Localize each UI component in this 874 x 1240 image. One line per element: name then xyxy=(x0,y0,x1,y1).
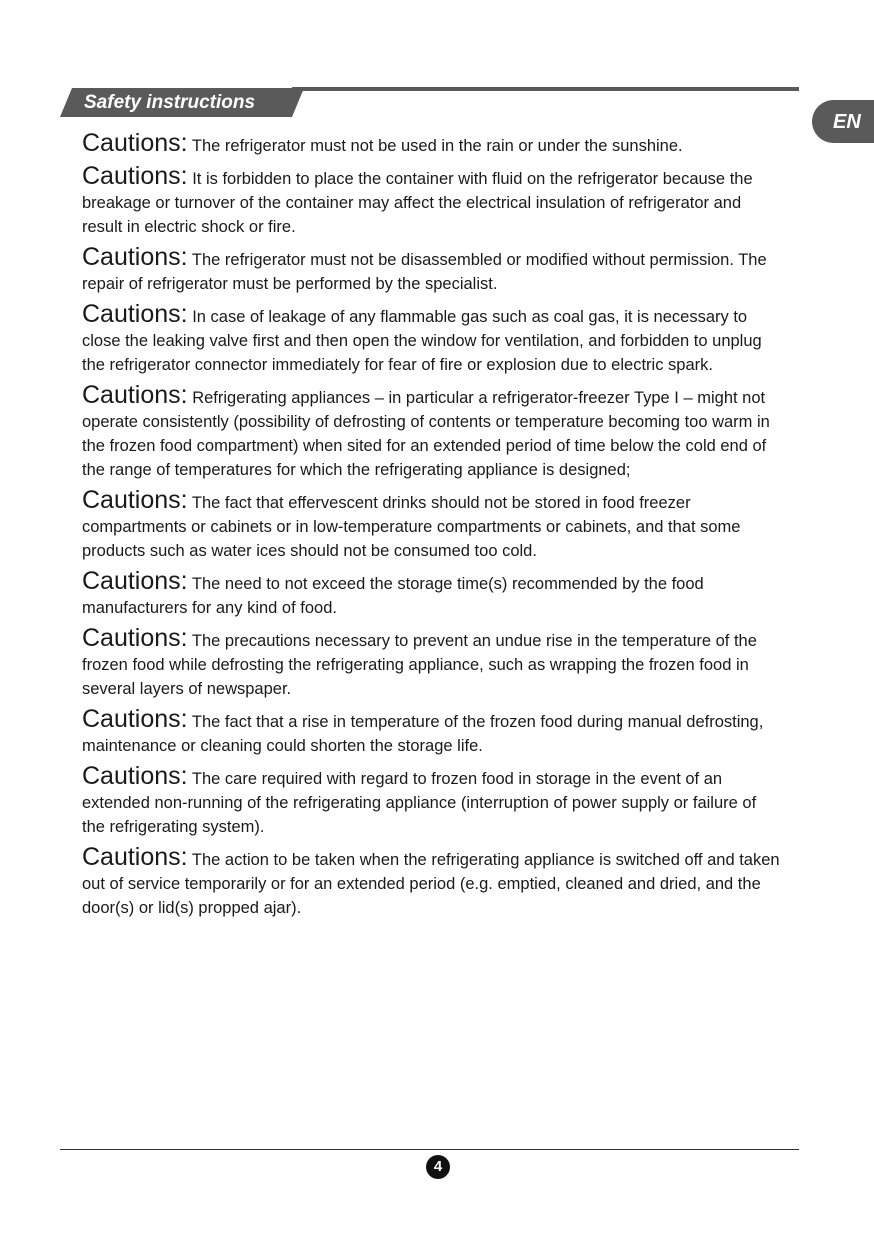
footer-rule xyxy=(60,1149,799,1150)
caution-item xyxy=(82,383,782,482)
caution-text: It is forbidden to place the container with fluid on the refrigerator because the breakage or turnover of the container may affect the electrical insulation of refrigerator and result in electric shock or fire. xyxy=(82,170,753,236)
caution-text: The refrigerator must not be used in the rain or under the sunshine. xyxy=(187,137,683,155)
caution-text: The care required with regard to frozen food in storage in the event of an extended non-running of the refrigerating appliance (interruption of power supply or failure of the refrigerating system). xyxy=(82,770,757,836)
caution-label: Cautions: xyxy=(82,486,188,514)
header-rule xyxy=(292,87,799,91)
caution-item xyxy=(82,569,782,620)
section-title: Safety instructions xyxy=(84,92,256,113)
caution-item xyxy=(82,626,782,701)
caution-item xyxy=(82,245,782,296)
caution-text: The fact that a rise in temperature of the frozen food during manual defrosting, maintenance or cleaning could shorten the storage life. xyxy=(82,713,764,755)
caution-item xyxy=(82,164,782,239)
caution-label: Cautions: xyxy=(82,162,188,190)
caution-text: The precautions necessary to prevent an undue rise in the temperature of the frozen food while defrosting the refrigerating appliance, such as wrapping the frozen food in several layers of newspaper. xyxy=(82,632,757,698)
caution-text: The need to not exceed the storage time(s) recommended by the food manufacturers for any kind of food. xyxy=(82,575,704,617)
caution-text: The fact that effervescent drinks should not be stored in food freezer compartments or cabinets or in low-temperature compartments or cabinets, and that some products such as water ices should not be consumed too cold. xyxy=(82,494,741,560)
cautions-list xyxy=(82,131,782,926)
caution-label: Cautions: xyxy=(82,762,188,790)
page-number: 4 xyxy=(426,1155,450,1179)
caution-item xyxy=(82,707,782,758)
caution-item xyxy=(82,302,782,377)
caution-label: Cautions: xyxy=(82,705,188,733)
caution-text: The action to be taken when the refrigerating appliance is switched off and taken out of service temporarily or for an extended period (e.g. emptied, cleaned and dried, and the door(s) or lid(s) propped ajar). xyxy=(82,851,780,917)
caution-label: Cautions: xyxy=(82,381,188,409)
caution-label: Cautions: xyxy=(82,300,188,328)
caution-item xyxy=(82,488,782,563)
caution-text: In case of leakage of any flammable gas such as coal gas, it is necessary to close the leaking valve first and then open the window for ventilation, and forbidden to unplug the refrigerator connector immediately for fear of fire or explosion due to electric spark. xyxy=(82,308,762,374)
caution-text: Refrigerating appliances – in particular a refrigerator-freezer Type I – might not operate consistently (possibility of defrosting of contents or temperature becoming too warm in the frozen food compartment) when sited for an extended period of time below the cold end of the range of temperatures for which the refrigerating appliance is designed; xyxy=(82,389,770,479)
caution-label: Cautions: xyxy=(82,567,188,595)
language-label: EN xyxy=(833,111,861,133)
caution-item xyxy=(82,845,782,920)
caution-text: The refrigerator must not be disassembled or modified without permission. The repair of refrigerator must be performed by the specialist. xyxy=(82,251,767,293)
caution-label: Cautions: xyxy=(82,624,188,652)
caution-label: Cautions: xyxy=(82,129,188,157)
caution-label: Cautions: xyxy=(82,243,188,271)
caution-label: Cautions: xyxy=(82,843,188,871)
caution-item xyxy=(82,131,782,158)
caution-item xyxy=(82,764,782,839)
